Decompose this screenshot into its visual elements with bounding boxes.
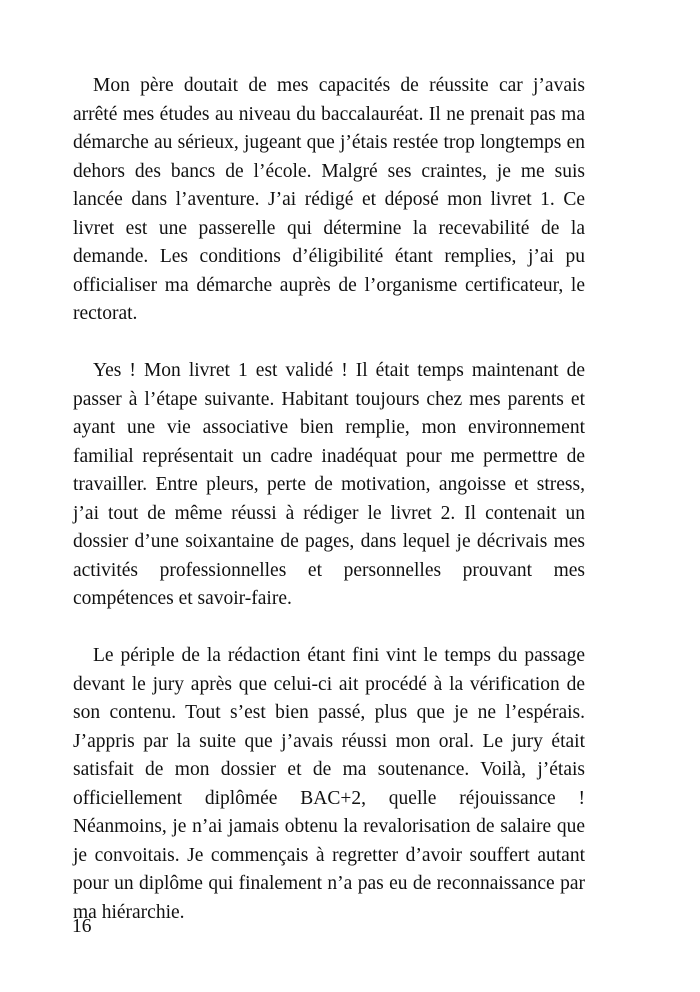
paragraph-1: Mon père doutait de mes capacités de réussite car j’avais arrêté mes études au niveau du baccalauréat. Il ne prenait pas ma démarche au sérieux, jugeant que j’étais restée trop longtemps en dehors des bancs de l’école. Malgré ses craintes, je me suis lancée dans l’aventure. J’ai rédigé et déposé mon livret 1. Ce livret est une passerelle qui détermine la recevabilité de la demande. Les conditions d’éligibilité étant remplies, j’ai pu officialiser ma démarche auprès de l’organisme certificateur, le rectorat. [73,75,585,324]
body-text [73,72,585,927]
paragraph-3: Le périple de la rédaction étant fini vint le temps du passage devant le jury après que celui-ci ait procédé à la vérification de son contenu. Tout s’est bien passé, plus que je ne l’espérais. J’appris par la suite que j’avais réussi mon oral. Le jury était satisfait de mon dossier et de ma soutenance. Voilà, j’étais officiellement diplômée BAC+2, quelle réjouissance ! Néanmoins, je n’ai jamais obtenu la revalorisation de salaire que je convoitais. Je commençais à regretter d’avoir souffert autant pour un diplôme qui finalement n’a pas eu de reconnaissance par ma hiérarchie. [73,645,585,923]
paragraph-2: Yes ! Mon livret 1 est validé ! Il était temps maintenant de passer à l’étape suivante. Habitant toujours chez mes parents et ayant une vie associative bien remplie, mon environnement familial représentait un cadre inadéquat pour me permettre de travailler. Entre pleurs, perte de motivation, angoisse et stress, j’ai tout de même réussi à rédiger le livret 2. Il contenait un dossier d’une soixantaine de pages, dans lequel je décrivais mes activités professionnelles et personnelles prouvant mes compétences et savoir-faire. [73,360,585,609]
page-number: 16 [72,916,92,937]
